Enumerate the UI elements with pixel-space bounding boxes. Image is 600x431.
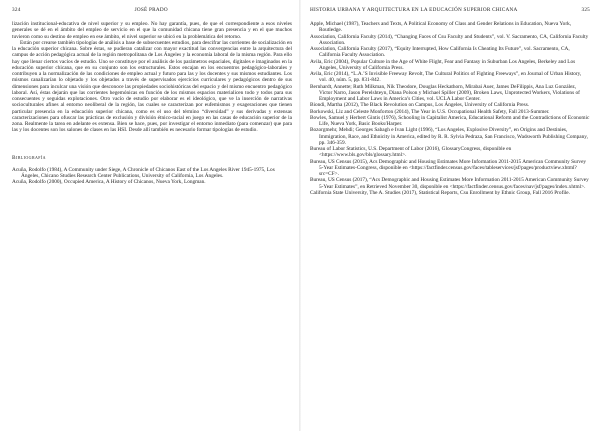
left-page-number: 324 bbox=[12, 7, 21, 13]
reference-entry: Biondi, Martha (2012), The Black Revolution on Campus, Los Ángeles, University of California Press. bbox=[310, 102, 530, 109]
reference-entry: Bernhardt, Annette; Ruth Milkman, Nik Theodore, Douglas Heckathorn, Mirabai Auer, James DeFilippis, Ana Luz González, Victor Narro, Jason Perelshteyn, Diana Polson y Michael Spiller (2009), Broken Laws, Unprotected Workers, Violations of Employment and Labor Laws in America’s Cities, vol. UCLA Labor Center. bbox=[310, 83, 580, 102]
reference-entry: Acuña, Rodolfo (2000), Occupied America, A History of Chicanos, Nueva York, Longman. bbox=[12, 179, 206, 185]
right-running-head: HISTORIA URBANA Y ARQUITECTURA EN LA EDUCACIÓN SUPERIOR CHICANA bbox=[310, 7, 518, 13]
body-paragraph: Están por crearse también tipologías de análisis a base de subsecuentes estudios, para descifrar las corrientes de socialización en la educación superior chicana. Sobre éstas, se pudieran catalizar con mayor exactitud las convergencias entre la arquitectura del campus de acción pedagógica actual de la región metropolitana de Los Ángeles y la economía laboral de la misma región. Para ello hay que llenar ciertos vacíos de estudio. Uno se constituye por el análisis de los parámetros espaciales, digitales e imaginados en la educación superior chicana, que en su conjunto son los estructurales. Estos encajan en los encuentros pedagógico-laborales y contribuyen a la normalización de las condiciones de empleo actual y futuro para las y los docentes y sus mismos estudiantes. Los mismos canalizarían lo objetado y los objetados a través de supervisados ejercicios curriculares y pedagógicos dentro de sus dimensiones para inculcar una visión que desconoce las propiedades sociohistóricas del espacio y del mismo encuentro pedagógico laboral. Así, éstas dejarán que las corrientes hegemónicas en función de los mismos espacios materialicen todo y todos para sus consecuentes y seguidas explotaciones. Otro vacío de estudio por elaborar es el ideológico, que ve la inserción de narrativas socioculturales afines al entorno neoliberal de la región, las cuales se caracterizan por eufemismos y exageraciones que tienen particular presencia en la educación superior chicana, como es el uso del término “diversidad” y sus derivadas y extensas caracterizaciones para ofuscar las prácticas de exclusión y división étnico-racial en juego en las casas de educación superior de la zona. Realmente la tarea en adelante es extensa. Bien se hace, pues, por investigar el entorno inmediato (para comenzar) que para las y los docentes son los salones de clases en las HSI. Desde allí también es necesario formar tipologías de estudio. bbox=[12, 39, 292, 134]
reference-entry: Bureau of Labor Statistics, U.S. Department of Labor (2016), GlossaryCongress, disponible en <https://www.bls.gov/bls/glossary.html>. bbox=[310, 146, 512, 159]
reference-entry: Avila, Eric (2004), Popular Culture in the Age of White Flight, Fear and Fantasy in Suburban Los Angeles, Berkeley and Los Angeles, University of California Press. bbox=[310, 58, 576, 71]
reference-entry: Association, California Faculty (2017), “Equity Interrupted, How California Is Cheating Its Future”, vol. Sacramento, CA, California Faculty Association. bbox=[310, 46, 570, 59]
right-page bbox=[300, 0, 600, 431]
right-page-number: 325 bbox=[581, 7, 590, 13]
reference-entry: Association, California Faculty (2014), “Changing Faces of Csu Faculty and Students”, vol. V. Sacramento, CA, California Faculty Association. bbox=[310, 33, 589, 46]
reference-entry: Apple, Michael (1987), Teachers and Texts, A Political Economy of Class and Gender Relations in Education, Nueva York, Routledge. bbox=[310, 21, 572, 34]
reference-entry: Borkowski, Liz and Celeste Monforton (2014), The Year in U.S. Occupational Health Safety, Fall 2013-Summer. bbox=[310, 108, 550, 115]
right-reference-list bbox=[310, 21, 590, 196]
reference-entry: California State University, The A. Studies (2017), Statistical Reports, Csu Enrollment by Ethnic Group, Fall 2016 Profile. bbox=[310, 189, 570, 196]
left-reference-list bbox=[12, 167, 292, 186]
reference-entry: Bureau, US Census (2015), Acs Demographic and Housing Estimates More Information 2011-2015 American Community Survey 5-Year Estimates-Congress, disponible en <https://factfinder.census.gov/faces/tableservices/jsf/pages/productview.xhtml?src=CF>. bbox=[310, 158, 587, 177]
reference-entry: Acuña, Rodolfo (1984), A Community under Siege, A Chronicle of Chicanos East of the Los Angeles River 1945-1975, Los Ángeles, Chicano Studies Research Center Publications, University of California, Los Ángeles. bbox=[12, 166, 275, 179]
body-paragraph: lización institucional-educativa de nivel superior y su empleo. No hay garantía, pues, de que el correspondiente a esos niveles generales se dé en el ámbito del empleo de servicio en el que la comunidad chicana tiene gran presencia y en el que muchos tuvieron como su destino de empleo en ese ámbito, el nivel superior se ubicó en la problemática del retorno. bbox=[12, 21, 292, 40]
reference-entry: Avila, Eric (2014), “L.A.’S Invisible Freeway Revolt, The Cultural Politics of Fighting Freeways”, en Journal of Urban History, vol. 40, núm. 5, pp. 831-842. bbox=[310, 71, 582, 84]
left-body-text bbox=[12, 21, 292, 134]
reference-entry: Bureau, US Census (2017), “Acs Demographic and Housing Estimates More Information 2011-2015 American Community Survey 5-Year Estimates”, en Retrieved November 30, disponible en <https://factfinder.census.gov/faces/nav/jsf/pages/index.xhtml>. bbox=[310, 177, 589, 190]
reference-entry: Bowles, Samuel y Herbert Gintis (1976), Schooling in Capitalist America, Educational Reform and the Contradictions of Economic Life, Nueva York, Basic Books/Harper. bbox=[310, 114, 590, 127]
left-running-head: JOSÉ PRADO bbox=[134, 7, 168, 13]
reference-entry: Bozorgmehr, Mehdi; Georges Sabagh e Ivan Light (1996), “Los Angeles, Explosive Diversity”, en Origins and Destinies, Immigration, Race, and Ethnicity in America, edited by R. R. Sylvia Pedraza, San Francisco, Wadsworth Publishing Company, pp. 346-359. bbox=[310, 127, 588, 146]
bibliography-heading: Bibliografía bbox=[12, 154, 46, 161]
left-running-header bbox=[12, 7, 292, 17]
right-running-header bbox=[310, 7, 590, 17]
